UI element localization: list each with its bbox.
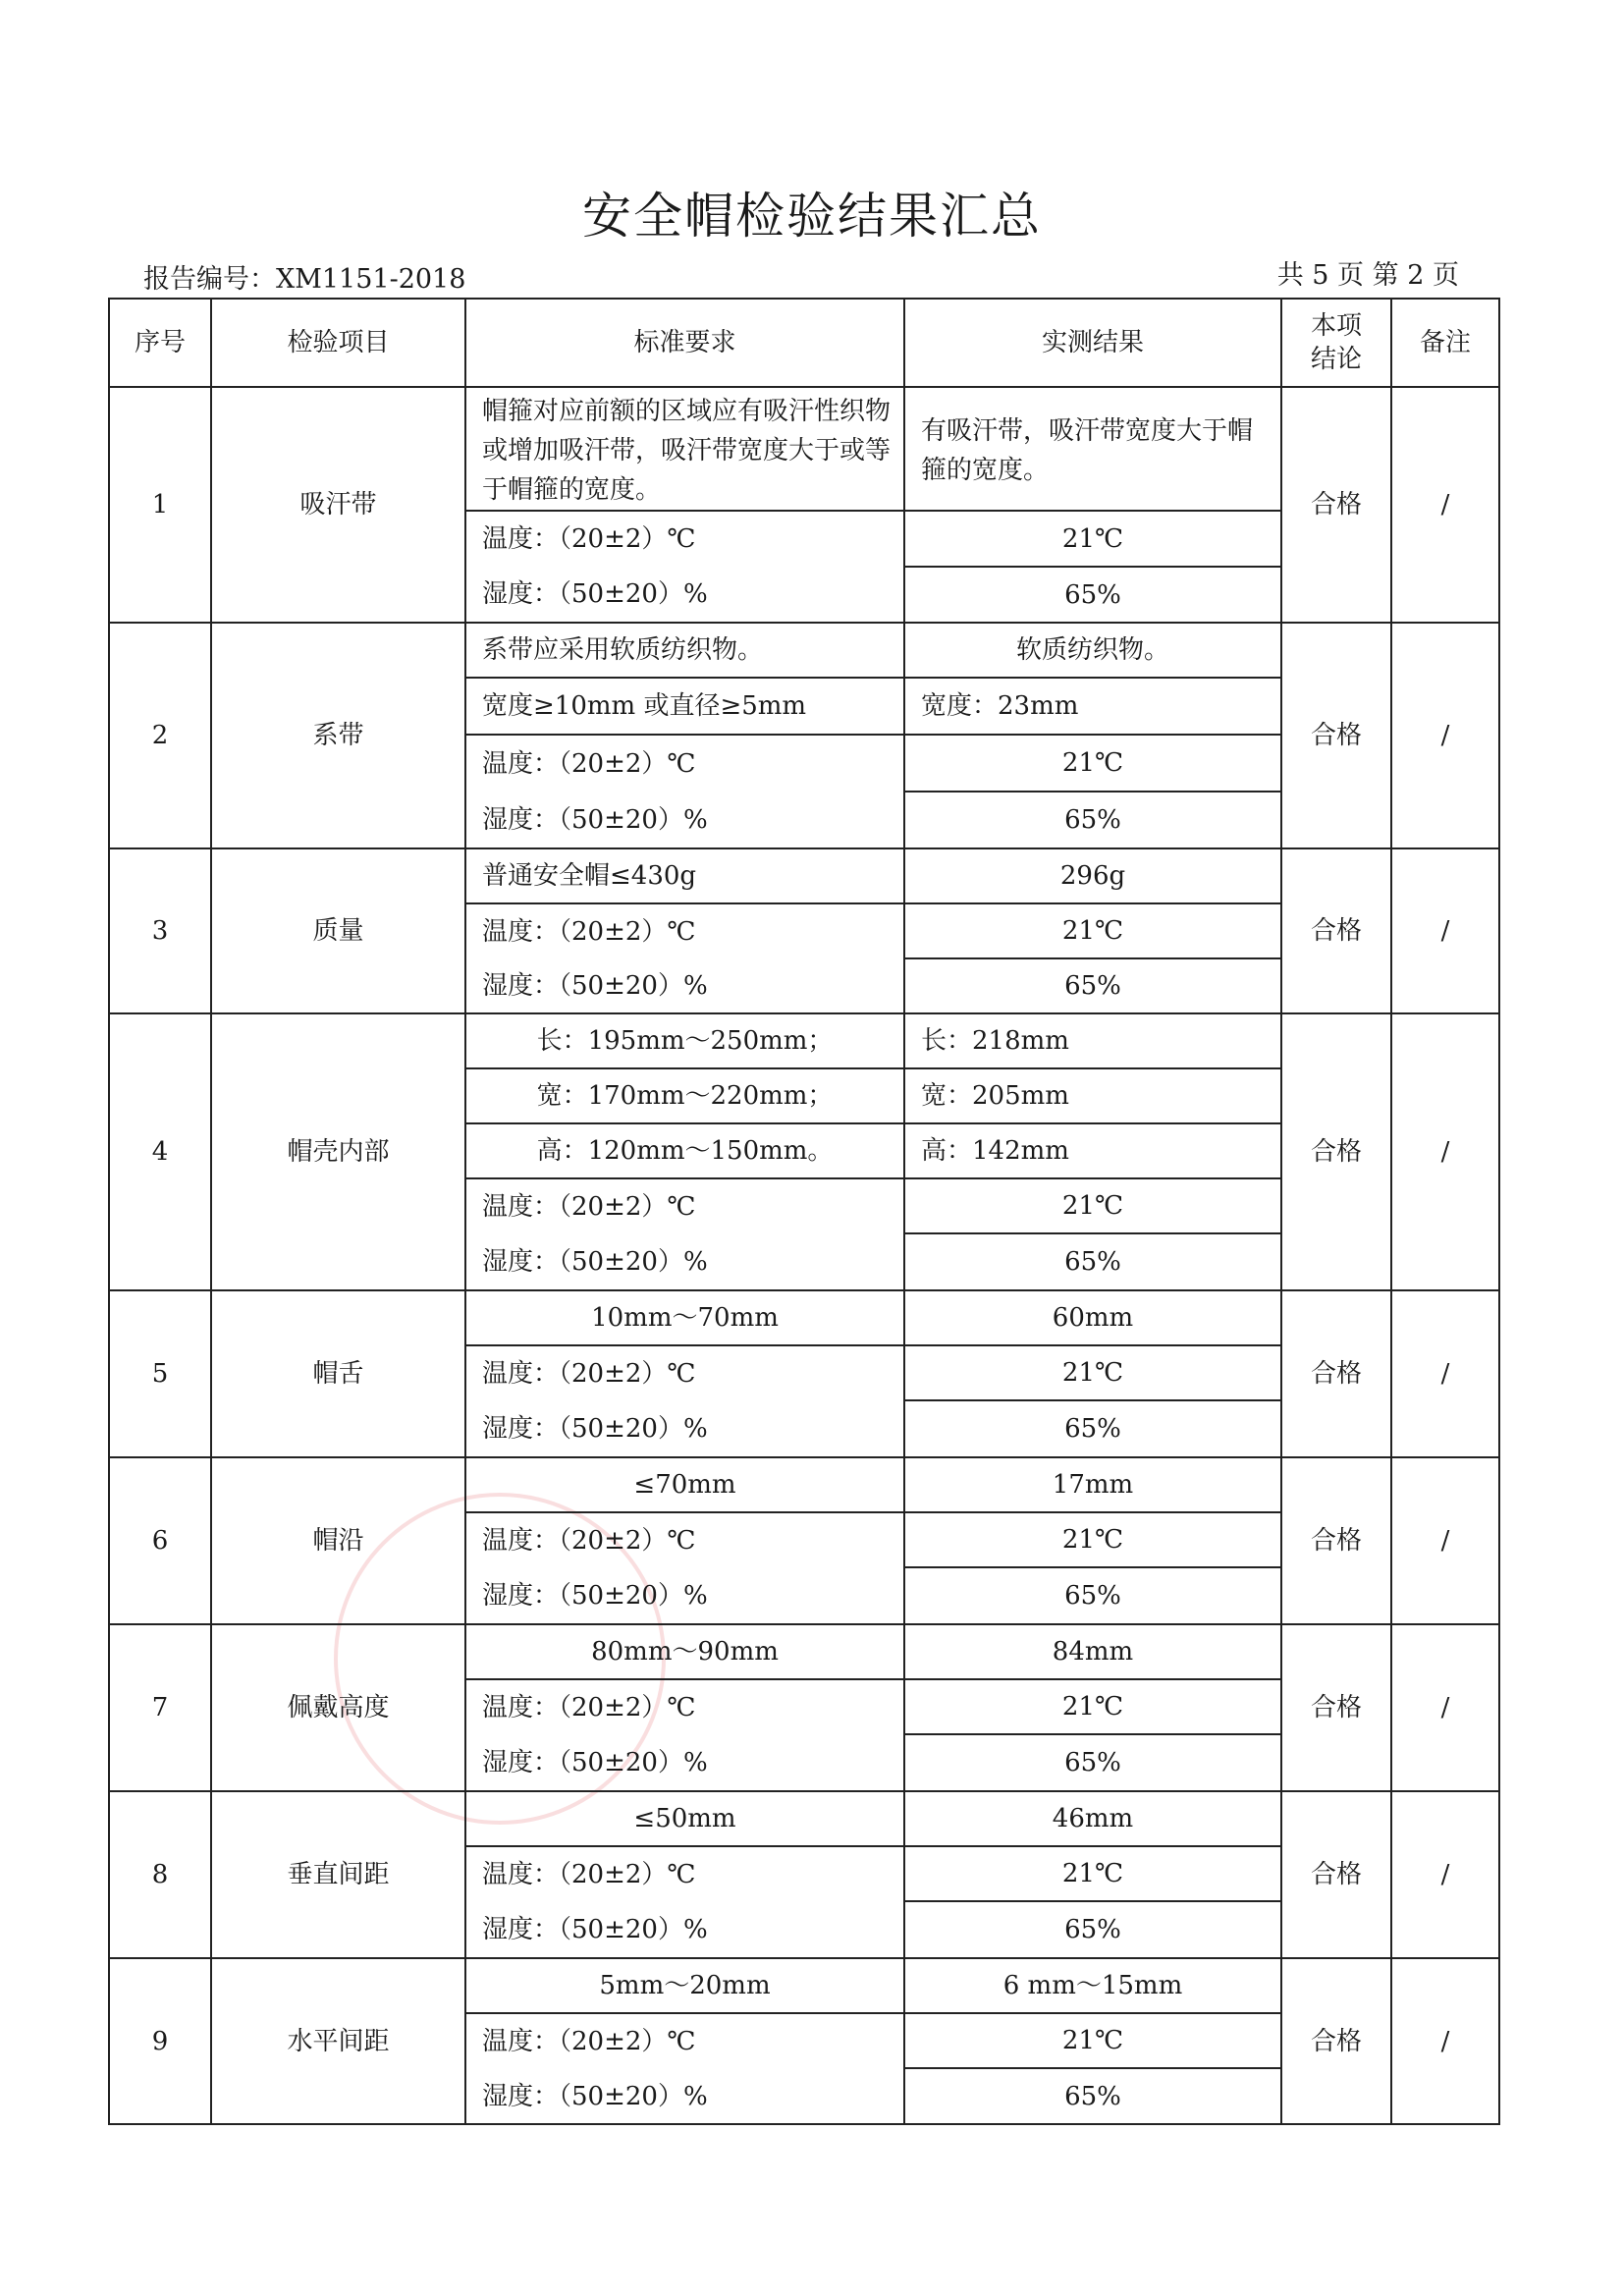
- result-line: 46mm: [1052, 1804, 1134, 1833]
- result-line: 长：218mm: [921, 1026, 1069, 1056]
- header-conclusion: [1282, 300, 1390, 386]
- result-line: 84mm: [1052, 1637, 1134, 1667]
- table-border-bottom: [108, 2123, 1500, 2125]
- row-remark: /: [1440, 490, 1450, 519]
- result-line: 软质纺织物。: [1015, 635, 1169, 665]
- result-line: 296g: [1059, 861, 1126, 891]
- standard-humidity: 湿度：（50±20）%: [482, 804, 708, 835]
- row-remark: /: [1440, 721, 1450, 750]
- standard-line: 普通安全帽≤430g: [482, 861, 697, 891]
- document-title: 安全帽检验结果汇总: [582, 188, 1042, 245]
- row-seq: 9: [151, 2026, 169, 2056]
- page-info: 共 5 页 第 2 页: [1276, 260, 1459, 291]
- result-temperature: 21℃: [1061, 1525, 1124, 1555]
- standard-line: 宽：170mm～220mm；: [536, 1081, 834, 1111]
- standard-temperature: 温度：（20±2）℃: [482, 748, 696, 779]
- row-seq: 2: [151, 721, 169, 750]
- standard-temperature: 温度：（20±2）℃: [482, 2027, 696, 2056]
- row-seq: 4: [151, 1137, 169, 1167]
- row-seq: 1: [151, 490, 169, 519]
- standard-temperature: 温度：（20±2）℃: [482, 1359, 696, 1389]
- result-line: 高：142mm: [921, 1136, 1069, 1166]
- header-seq: 序号: [134, 328, 186, 357]
- result-temperature: 21℃: [1061, 1692, 1124, 1722]
- standard-line: 5mm～20mm: [599, 1971, 771, 2000]
- result-temperature: 21℃: [1061, 1859, 1124, 1888]
- standard-humidity: 湿度：（50±20）%: [482, 1915, 708, 1944]
- result-temperature: 21℃: [1061, 523, 1124, 554]
- row-conclusion: 合格: [1310, 916, 1362, 946]
- result-humidity: 65%: [1064, 971, 1121, 1001]
- row-seq: 8: [151, 1860, 169, 1889]
- results-table: [108, 298, 1500, 2125]
- row-item: 垂直间距: [287, 1860, 390, 1889]
- result-humidity: 65%: [1064, 1581, 1121, 1611]
- result-humidity: 65%: [1064, 2081, 1121, 2111]
- header-standard: 标准要求: [633, 328, 736, 357]
- result-temperature: 21℃: [1061, 1358, 1124, 1388]
- row-seq: 3: [151, 916, 169, 946]
- result-temperature: 21℃: [1061, 916, 1124, 946]
- row-conclusion: 合格: [1310, 2026, 1362, 2056]
- row-conclusion: 合格: [1310, 1860, 1362, 1889]
- row-conclusion: 合格: [1310, 1526, 1362, 1556]
- header-remark: 备注: [1419, 328, 1471, 357]
- table-border-right: [1498, 298, 1500, 2125]
- row-item: 帽壳内部: [287, 1137, 390, 1167]
- result-line: 60mm: [1052, 1303, 1134, 1333]
- standard-temperature: 温度：（20±2）℃: [482, 1192, 696, 1222]
- row-remark: /: [1440, 916, 1450, 946]
- standard-temperature: 温度：（20±2）℃: [482, 1860, 696, 1889]
- result-temperature: 21℃: [1061, 748, 1124, 778]
- standard-humidity: 湿度：（50±20）%: [482, 579, 708, 609]
- standard-humidity: 湿度：（50±20）%: [482, 1581, 708, 1611]
- standard-humidity: 湿度：（50±20）%: [482, 2081, 708, 2111]
- row-remark: /: [1440, 1137, 1450, 1167]
- result-humidity: 65%: [1064, 1247, 1121, 1277]
- row-item: 佩戴高度: [287, 1693, 390, 1722]
- standard-humidity: 湿度：（50±20）%: [482, 1247, 708, 1277]
- standard-humidity: 湿度：（50±20）%: [482, 1748, 708, 1777]
- row-item: 质量: [312, 916, 364, 946]
- row-conclusion: 合格: [1310, 721, 1362, 750]
- result-line: 宽：205mm: [921, 1081, 1069, 1111]
- result-temperature: 21℃: [1061, 1191, 1124, 1221]
- standard-humidity: 湿度：（50±20）%: [482, 970, 708, 1001]
- standard-main: 帽箍对应前额的区域应有吸汗性织物或增加吸汗带，吸汗带宽度大于或等于帽箍的宽度。: [482, 397, 892, 505]
- standard-temperature: 温度：（20±2）℃: [482, 1693, 696, 1722]
- standard-humidity: 湿度：（50±20）%: [482, 1414, 708, 1444]
- header-result: 实测结果: [1041, 328, 1144, 357]
- result-humidity: 65%: [1064, 1748, 1121, 1777]
- standard-line: 长：195mm～250mm；: [536, 1026, 834, 1056]
- standard-temperature: 温度：（20±2）℃: [482, 916, 696, 947]
- result-line: 6 mm～15mm: [1002, 1971, 1183, 2000]
- row-conclusion: 合格: [1310, 490, 1362, 519]
- row-item: 吸汗带: [299, 490, 377, 519]
- header-item: 检验项目: [287, 328, 390, 357]
- row-seq: 6: [151, 1526, 169, 1556]
- row-item: 帽沿: [312, 1526, 364, 1556]
- standard-line: 宽度≥10mm 或直径≥5mm: [482, 691, 807, 721]
- result-humidity: 65%: [1064, 1915, 1121, 1944]
- row-conclusion: 合格: [1310, 1359, 1362, 1389]
- standard-line: 80mm～90mm: [591, 1637, 779, 1667]
- report-number: 报告编号：XM1151-2018: [143, 264, 466, 295]
- row-remark: /: [1440, 1860, 1450, 1889]
- result-humidity: 65%: [1064, 579, 1121, 610]
- row-conclusion: 合格: [1310, 1137, 1362, 1167]
- standard-temperature: 温度：（20±2）℃: [482, 1526, 696, 1556]
- row-seq: 7: [151, 1693, 169, 1722]
- header-conclusion-line1: 本项: [1310, 311, 1362, 341]
- standard-line: 10mm～70mm: [591, 1303, 779, 1333]
- row-item: 帽舌: [312, 1359, 364, 1389]
- row-remark: /: [1440, 1359, 1450, 1389]
- result-main: 有吸汗带，吸汗带宽度大于帽箍的宽度。: [921, 416, 1254, 485]
- row-remark: /: [1440, 1693, 1450, 1722]
- row-remark: /: [1440, 2026, 1450, 2056]
- result-humidity: 65%: [1064, 1414, 1121, 1444]
- row-seq: 5: [151, 1359, 169, 1389]
- row-remark: /: [1440, 1526, 1450, 1556]
- row-conclusion: 合格: [1310, 1693, 1362, 1722]
- row-item: 系带: [312, 721, 364, 750]
- standard-line: 高：120mm～150mm。: [536, 1136, 834, 1166]
- result-line: 17mm: [1052, 1470, 1134, 1500]
- standard-line: ≤50mm: [633, 1804, 736, 1833]
- standard-temperature: 温度：（20±2）℃: [482, 524, 696, 554]
- result-temperature: 21℃: [1061, 2026, 1124, 2055]
- result-humidity: 65%: [1064, 805, 1121, 835]
- row-item: 水平间距: [287, 2026, 390, 2056]
- result-line: 宽度：23mm: [921, 691, 1079, 721]
- standard-line: ≤70mm: [633, 1470, 736, 1500]
- header-conclusion-line2: 结论: [1310, 345, 1362, 374]
- standard-line: 系带应采用软质纺织物。: [482, 635, 764, 665]
